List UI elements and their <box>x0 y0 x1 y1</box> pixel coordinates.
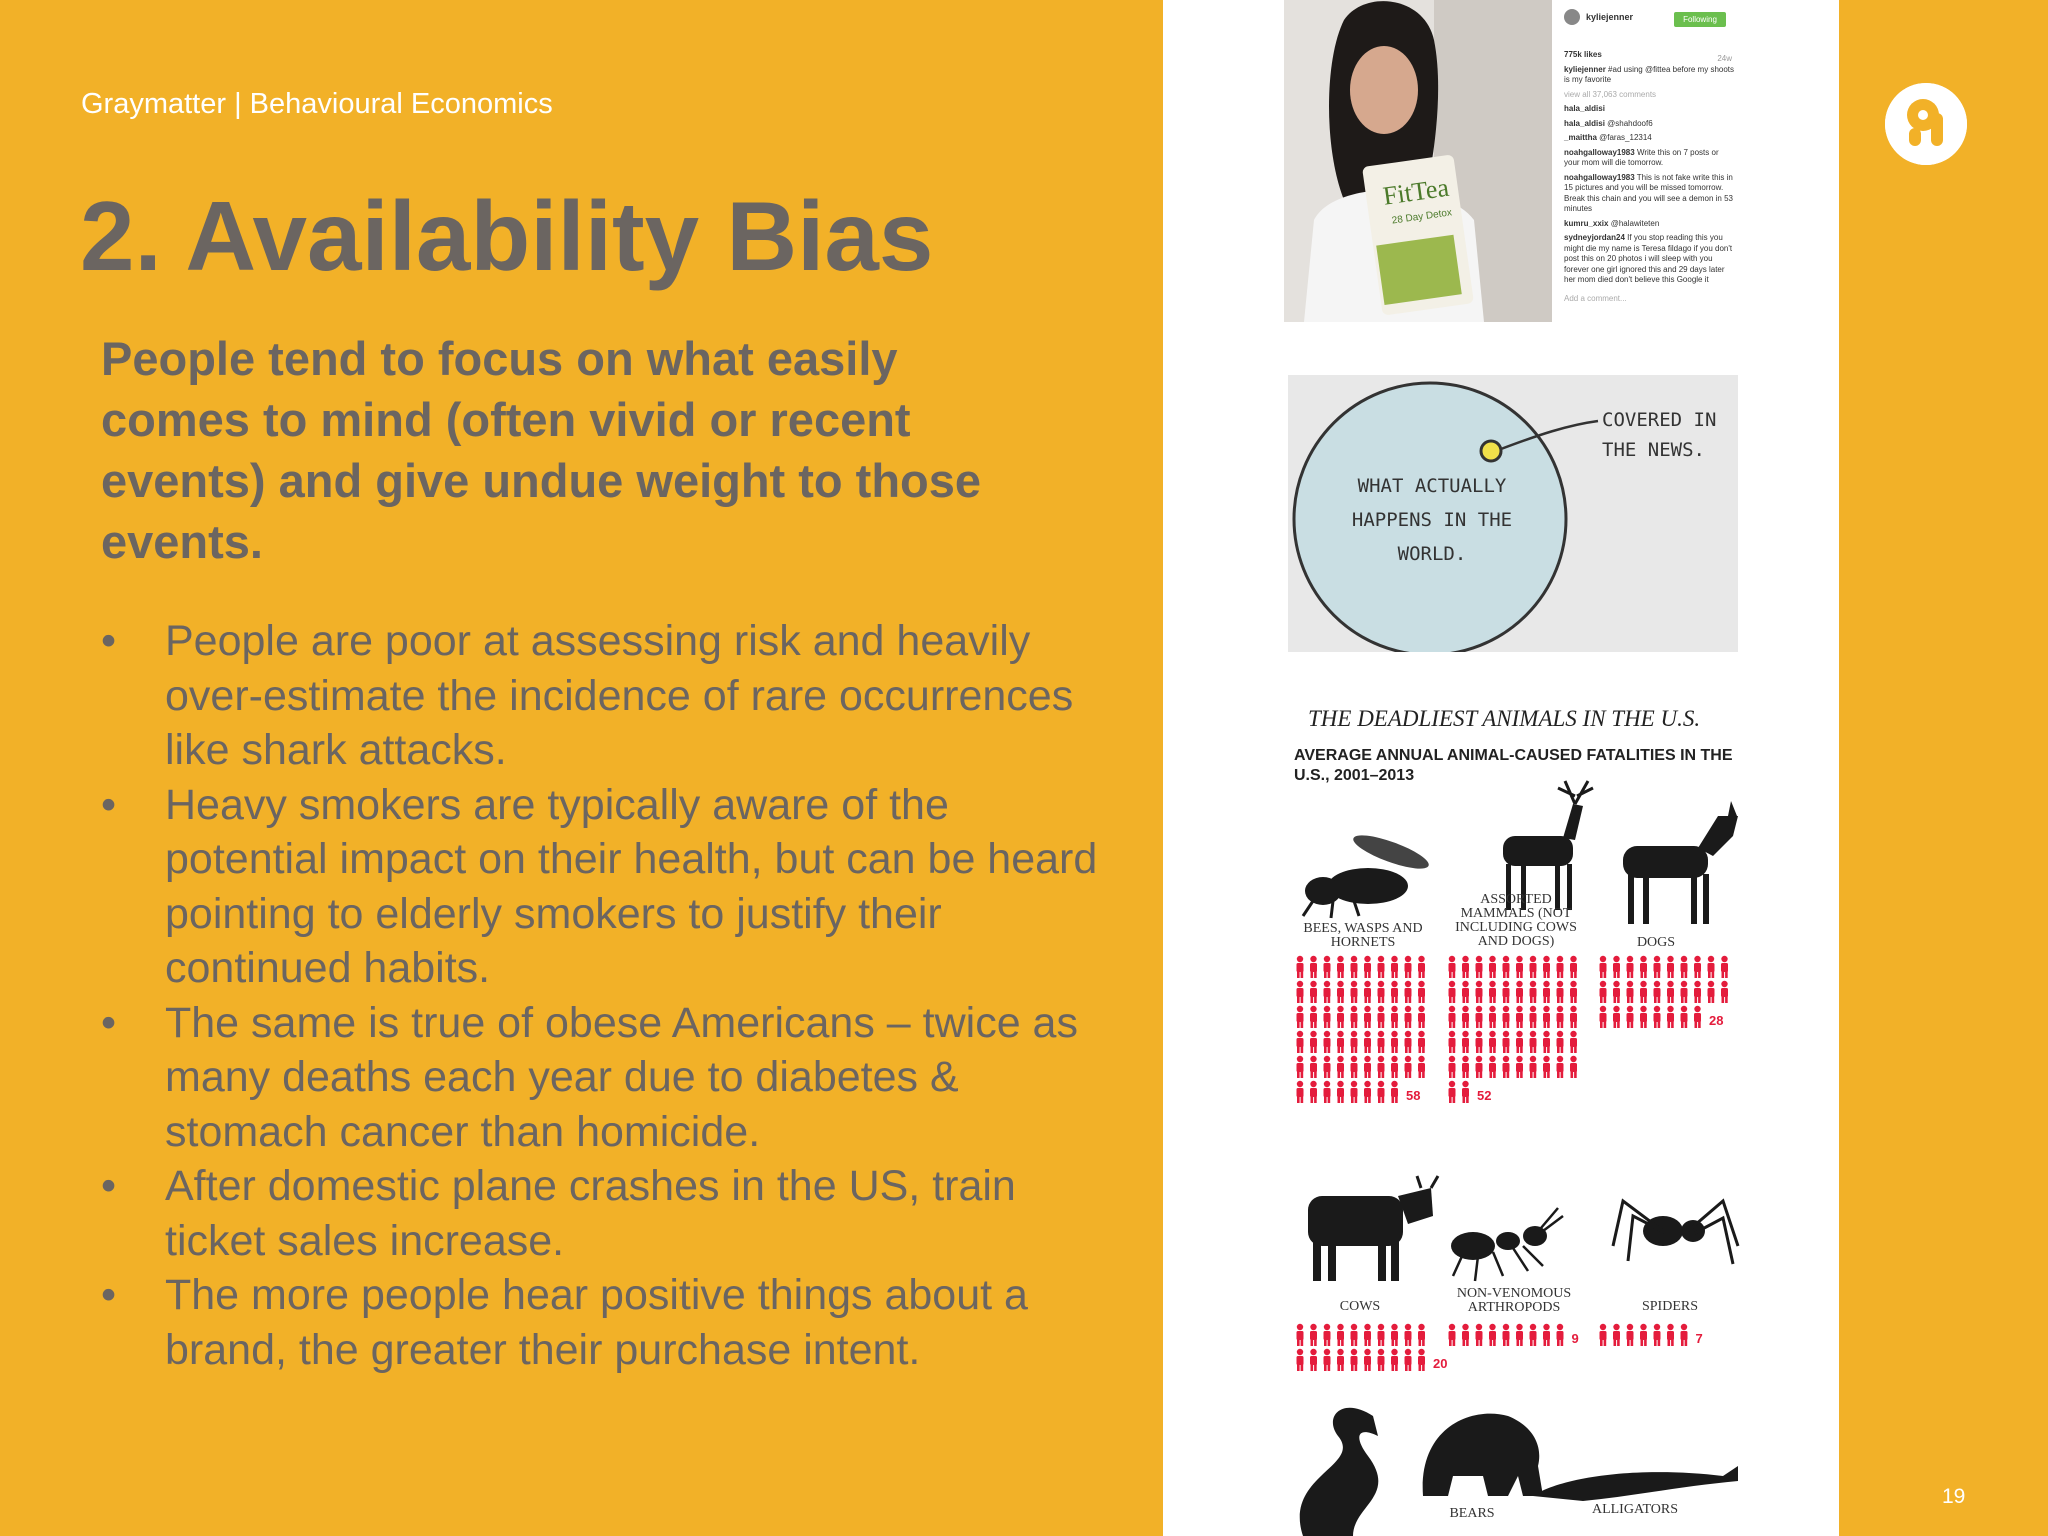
comment: kyliejenner #ad using @fittea before my shoots is my favorite <box>1564 64 1735 84</box>
person-icon <box>1449 981 1456 1003</box>
person-icon <box>1351 1324 1358 1346</box>
comment: noahgalloway1983 This is not fake write this in 15 pictures and you will be missed tomorrow. Break this chain and you will see a demon in 53 minutes <box>1564 172 1733 213</box>
people-grid-mammals <box>1446 955 1611 1120</box>
infographic-subtitle: AVERAGE ANNUAL ANIMAL-CAUSED FATALITIES IN THE U.S., 2001–2013 <box>1294 747 1733 784</box>
bullet-text: The more people hear positive things about a brand, the greater their purchase intent. <box>165 1271 1028 1374</box>
person-icon <box>1530 1031 1537 1053</box>
person-icon <box>1721 981 1728 1003</box>
people-grid-spiders <box>1597 1323 1762 1363</box>
comment: hala_aldisi <box>1564 104 1605 113</box>
person-icon <box>1600 1324 1607 1346</box>
person-icon <box>1337 1324 1344 1346</box>
pictogram-svg <box>1597 955 1762 1040</box>
animal-label-arthropods: NON-VENOMOUS ARTHROPODS <box>1456 1286 1572 1315</box>
person-icon <box>1503 1324 1510 1346</box>
person-icon <box>1449 1324 1456 1346</box>
person-icon <box>1418 1006 1425 1028</box>
person-icon <box>1310 1006 1317 1028</box>
bullet-item <box>101 778 1101 996</box>
animal-label-bees: BEES, WASPS AND HORNETS <box>1303 921 1423 950</box>
person-icon <box>1613 956 1620 978</box>
person-icon <box>1654 956 1661 978</box>
person-icon <box>1557 1006 1564 1028</box>
person-icon <box>1516 956 1523 978</box>
person-icon <box>1378 981 1385 1003</box>
person-icon <box>1667 1324 1674 1346</box>
slide-title: 2. Availability Bias <box>80 181 934 291</box>
person-icon <box>1476 1324 1483 1346</box>
person-icon <box>1476 956 1483 978</box>
person-icon <box>1337 1349 1344 1371</box>
person-icon <box>1530 1006 1537 1028</box>
person-icon <box>1557 1324 1564 1346</box>
person-icon <box>1297 1081 1304 1103</box>
animal-label-spiders: SPIDERS <box>1641 1299 1699 1314</box>
person-icon <box>1557 1056 1564 1078</box>
cartoon-outer-label: WHAT ACTUALLY HAPPENS IN THE WORLD. <box>1351 475 1513 565</box>
person-icon <box>1570 956 1577 978</box>
news-dot <box>1481 441 1501 461</box>
deer-icon <box>1503 781 1593 910</box>
person-icon <box>1681 956 1688 978</box>
person-icon <box>1694 981 1701 1003</box>
person-icon <box>1613 1006 1620 1028</box>
graymatter-logo-icon <box>1885 83 1967 165</box>
person-icon <box>1297 1006 1304 1028</box>
comment: kumru_xxix @halawiteten <box>1564 218 1660 228</box>
fatality-count-label: 28 <box>1709 1013 1724 1028</box>
animal-label-dogs: DOGS <box>1636 935 1676 950</box>
bullet-item <box>101 614 1101 778</box>
person-icon <box>1530 956 1537 978</box>
person-icon <box>1378 1031 1385 1053</box>
person-icon <box>1708 956 1715 978</box>
person-icon <box>1324 1349 1331 1371</box>
fatality-count-label: 7 <box>1695 1331 1703 1346</box>
person-icon <box>1378 1006 1385 1028</box>
person-icon <box>1476 1056 1483 1078</box>
person-icon <box>1405 956 1412 978</box>
person-icon <box>1681 1324 1688 1346</box>
person-icon <box>1310 1056 1317 1078</box>
person-icon <box>1543 1056 1550 1078</box>
person-icon <box>1324 1031 1331 1053</box>
person-icon <box>1405 1031 1412 1053</box>
person-icon <box>1654 1324 1661 1346</box>
person-icon <box>1503 1056 1510 1078</box>
instagram-post-image <box>1284 0 1736 322</box>
person-icon <box>1364 1006 1371 1028</box>
person-icon <box>1297 1031 1304 1053</box>
person-icon <box>1570 1006 1577 1028</box>
pictogram-svg <box>1446 1323 1611 1358</box>
person-icon <box>1681 1006 1688 1028</box>
person-icon <box>1600 956 1607 978</box>
person-icon <box>1364 1081 1371 1103</box>
person-icon <box>1489 1006 1496 1028</box>
person-icon <box>1449 1031 1456 1053</box>
person-icon <box>1613 1324 1620 1346</box>
person-icon <box>1721 956 1728 978</box>
person-icon <box>1297 956 1304 978</box>
person-icon <box>1627 981 1634 1003</box>
person-icon <box>1449 1006 1456 1028</box>
person-icon <box>1337 981 1344 1003</box>
fatality-count-label: 9 <box>1571 1331 1579 1346</box>
person-icon <box>1694 956 1701 978</box>
add-comment-input[interactable]: Add a comment... <box>1564 293 1627 303</box>
person-icon <box>1310 981 1317 1003</box>
slide-subtitle: People tend to focus on what easily comes to mind (often vivid or recent events) and give undue weight to those events. <box>101 332 982 568</box>
person-icon <box>1405 1349 1412 1371</box>
person-icon <box>1462 1081 1469 1103</box>
person-icon <box>1310 1324 1317 1346</box>
person-icon <box>1297 1324 1304 1346</box>
person-icon <box>1503 981 1510 1003</box>
person-icon <box>1418 1349 1425 1371</box>
person-icon <box>1337 1056 1344 1078</box>
person-icon <box>1391 1081 1398 1103</box>
person-icon <box>1391 1324 1398 1346</box>
person-icon <box>1462 1031 1469 1053</box>
person-icon <box>1449 956 1456 978</box>
person-icon <box>1557 1031 1564 1053</box>
person-icon <box>1654 1006 1661 1028</box>
person-icon <box>1667 1006 1674 1028</box>
comment: _maittha @faras_12314 <box>1564 133 1652 142</box>
instagram-side-panel <box>1564 8 1736 304</box>
person-icon <box>1351 1349 1358 1371</box>
person-icon <box>1570 981 1577 1003</box>
person-icon <box>1378 1056 1385 1078</box>
person-icon <box>1297 1349 1304 1371</box>
bullet-text: The same is true of obese Americans – twice as many deaths each year due to diabetes & stomach cancer than homicide. <box>165 998 1078 1156</box>
product-brand: FitTea <box>1381 172 1451 211</box>
person-icon <box>1391 1349 1398 1371</box>
person-icon <box>1418 1031 1425 1053</box>
comment: sydneyjordan24 If you stop reading this you might die my name is Teresa fildago if you don't post this on 20 photos i will sleep with you forever one girl ignored this and 29 days later her mom died don't believe this Google it <box>1564 233 1733 284</box>
animal-label-mammals: ASSORTED MAMMALS (NOT INCLUDING COWS AND DOGS) <box>1455 892 1577 949</box>
person-icon <box>1462 956 1469 978</box>
cartoon-inner-label: COVERED IN THE NEWS. <box>1602 409 1717 461</box>
person-icon <box>1449 1056 1456 1078</box>
person-icon <box>1543 1324 1550 1346</box>
person-icon <box>1516 1006 1523 1028</box>
person-icon <box>1667 981 1674 1003</box>
person-icon <box>1516 1324 1523 1346</box>
bullet-item <box>101 996 1101 1160</box>
bullet-marker: • <box>101 780 117 829</box>
person-icon <box>1667 956 1674 978</box>
person-icon <box>1557 956 1564 978</box>
person-icon <box>1654 981 1661 1003</box>
person-icon <box>1613 981 1620 1003</box>
instagram-photo <box>1284 0 1552 322</box>
cow-icon <box>1308 1176 1438 1281</box>
person-icon <box>1503 1006 1510 1028</box>
bullet-text: People are poor at assessing risk and heavily over-estimate the incidence of rare occurrences like shark attacks. <box>165 617 1074 774</box>
person-icon <box>1476 1031 1483 1053</box>
bullet-item <box>101 1159 1101 1268</box>
person-icon <box>1570 1056 1577 1078</box>
person-icon <box>1351 981 1358 1003</box>
ant-icon <box>1451 1208 1563 1281</box>
person-icon <box>1543 1031 1550 1053</box>
bullet-text: After domestic plane crashes in the US, train ticket sales increase. <box>165 1162 1016 1265</box>
person-icon <box>1489 981 1496 1003</box>
pictogram-svg <box>1446 955 1611 1115</box>
person-icon <box>1489 1324 1496 1346</box>
product-subtitle: 28 Day Detox <box>1391 207 1453 227</box>
bullet-list <box>101 614 1101 1377</box>
bullet-marker: • <box>101 1271 117 1319</box>
person-icon <box>1391 981 1398 1003</box>
person-icon <box>1503 1031 1510 1053</box>
person-icon <box>1600 1006 1607 1028</box>
person-icon <box>1489 1056 1496 1078</box>
person-icon <box>1391 1006 1398 1028</box>
person-icon <box>1418 956 1425 978</box>
person-icon <box>1516 1056 1523 1078</box>
spider-icon <box>1613 1201 1738 1264</box>
bullet-marker: • <box>101 1162 117 1210</box>
bullet-marker: • <box>101 998 117 1047</box>
person-icon <box>1310 1081 1317 1103</box>
pictogram-svg <box>1294 1323 1459 1383</box>
instagram-username[interactable]: kyliejenner <box>1586 12 1634 22</box>
news-cartoon-image <box>1288 375 1738 652</box>
bullet-item <box>101 1268 1101 1377</box>
person-icon <box>1405 981 1412 1003</box>
person-icon <box>1405 1324 1412 1346</box>
person-icon <box>1364 956 1371 978</box>
dog-icon <box>1623 801 1738 924</box>
person-icon <box>1449 1081 1456 1103</box>
person-icon <box>1418 1056 1425 1078</box>
people-grid-arthropods <box>1446 1323 1611 1363</box>
person-icon <box>1530 981 1537 1003</box>
person-icon <box>1543 956 1550 978</box>
person-icon <box>1405 1006 1412 1028</box>
person-icon <box>1324 1056 1331 1078</box>
person-icon <box>1297 1056 1304 1078</box>
person-icon <box>1364 1031 1371 1053</box>
person-icon <box>1462 981 1469 1003</box>
person-icon <box>1418 1324 1425 1346</box>
person-icon <box>1391 1031 1398 1053</box>
person-icon <box>1600 981 1607 1003</box>
avatar[interactable] <box>1564 9 1580 25</box>
person-icon <box>1570 1031 1577 1053</box>
person-icon <box>1489 956 1496 978</box>
animal-icons <box>1163 776 1839 1536</box>
person-icon <box>1640 1324 1647 1346</box>
person-icon <box>1391 956 1398 978</box>
person-icon <box>1462 1324 1469 1346</box>
snake-icon <box>1300 1408 1379 1536</box>
fatality-count-label: 20 <box>1433 1356 1448 1371</box>
person-icon <box>1324 956 1331 978</box>
bullet-marker: • <box>101 617 117 665</box>
fatality-count-label: 58 <box>1406 1088 1421 1103</box>
person-icon <box>1462 1056 1469 1078</box>
person-icon <box>1324 1324 1331 1346</box>
person-icon <box>1351 1081 1358 1103</box>
person-icon <box>1351 1056 1358 1078</box>
people-grid-bees <box>1294 955 1459 1120</box>
person-icon <box>1627 1006 1634 1028</box>
person-icon <box>1476 1006 1483 1028</box>
person-icon <box>1557 981 1564 1003</box>
person-icon <box>1418 981 1425 1003</box>
animal-label-alligators: ALLIGATORS <box>1591 1502 1679 1517</box>
person-icon <box>1324 1006 1331 1028</box>
person-icon <box>1391 1056 1398 1078</box>
likes-count: 775k likes <box>1564 50 1602 59</box>
person-icon <box>1476 981 1483 1003</box>
person-icon <box>1364 1349 1371 1371</box>
person-icon <box>1530 1056 1537 1078</box>
person-icon <box>1351 956 1358 978</box>
person-icon <box>1324 981 1331 1003</box>
following-button[interactable]: Following <box>1674 12 1726 27</box>
person-icon <box>1640 1006 1647 1028</box>
view-all-comments-link[interactable]: view all 37,063 comments <box>1564 89 1657 99</box>
fatality-count-label: 52 <box>1477 1088 1492 1103</box>
person-icon <box>1378 956 1385 978</box>
comment: hala_aldisi @shahdoof6 <box>1564 118 1653 128</box>
person-icon <box>1681 981 1688 1003</box>
pictogram-svg <box>1294 955 1459 1115</box>
person-icon <box>1530 1324 1537 1346</box>
bear-icon <box>1423 1414 1543 1496</box>
animal-label-cows: COWS <box>1339 1299 1381 1314</box>
people-grid-cows <box>1294 1323 1459 1388</box>
person-icon <box>1543 1006 1550 1028</box>
page-number: 19 <box>1942 1485 1966 1508</box>
person-icon <box>1297 981 1304 1003</box>
person-icon <box>1405 1056 1412 1078</box>
person-icon <box>1337 1006 1344 1028</box>
person-icon <box>1627 956 1634 978</box>
person-icon <box>1694 1006 1701 1028</box>
person-icon <box>1627 1324 1634 1346</box>
infographic-title: THE DEADLIEST ANIMALS IN THE U.S. <box>1308 706 1701 731</box>
person-icon <box>1364 1056 1371 1078</box>
bullet-text: Heavy smokers are typically aware of the potential impact on their health, but can be heard pointing to elderly smokers to justify their continued habits. <box>165 780 1098 992</box>
person-icon <box>1378 1349 1385 1371</box>
person-icon <box>1364 981 1371 1003</box>
person-icon <box>1378 1081 1385 1103</box>
person-icon <box>1462 1006 1469 1028</box>
person-icon <box>1516 1031 1523 1053</box>
person-icon <box>1640 956 1647 978</box>
person-icon <box>1503 956 1510 978</box>
person-icon <box>1351 1006 1358 1028</box>
alligator-icon <box>1533 1466 1738 1501</box>
header-text: Graymatter | Behavioural Economics <box>81 88 553 120</box>
person-icon <box>1364 1324 1371 1346</box>
person-icon <box>1337 956 1344 978</box>
person-icon <box>1337 1031 1344 1053</box>
person-icon <box>1337 1081 1344 1103</box>
person-icon <box>1310 956 1317 978</box>
person-icon <box>1543 981 1550 1003</box>
person-icon <box>1489 1031 1496 1053</box>
pictogram-svg <box>1597 1323 1762 1358</box>
person-icon <box>1516 981 1523 1003</box>
animal-label-bears: BEARS <box>1449 1506 1495 1521</box>
person-icon <box>1640 981 1647 1003</box>
people-grid-dogs <box>1597 955 1762 1045</box>
person-icon <box>1708 981 1715 1003</box>
person-icon <box>1310 1031 1317 1053</box>
person-icon <box>1351 1031 1358 1053</box>
person-icon <box>1324 1081 1331 1103</box>
wasp-icon <box>1303 829 1432 918</box>
person-icon <box>1310 1349 1317 1371</box>
post-age: 24w <box>1717 54 1732 63</box>
person-icon <box>1378 1324 1385 1346</box>
comment: noahgalloway1983 Write this on 7 posts or your mom will die tomorrow. <box>1564 147 1719 167</box>
